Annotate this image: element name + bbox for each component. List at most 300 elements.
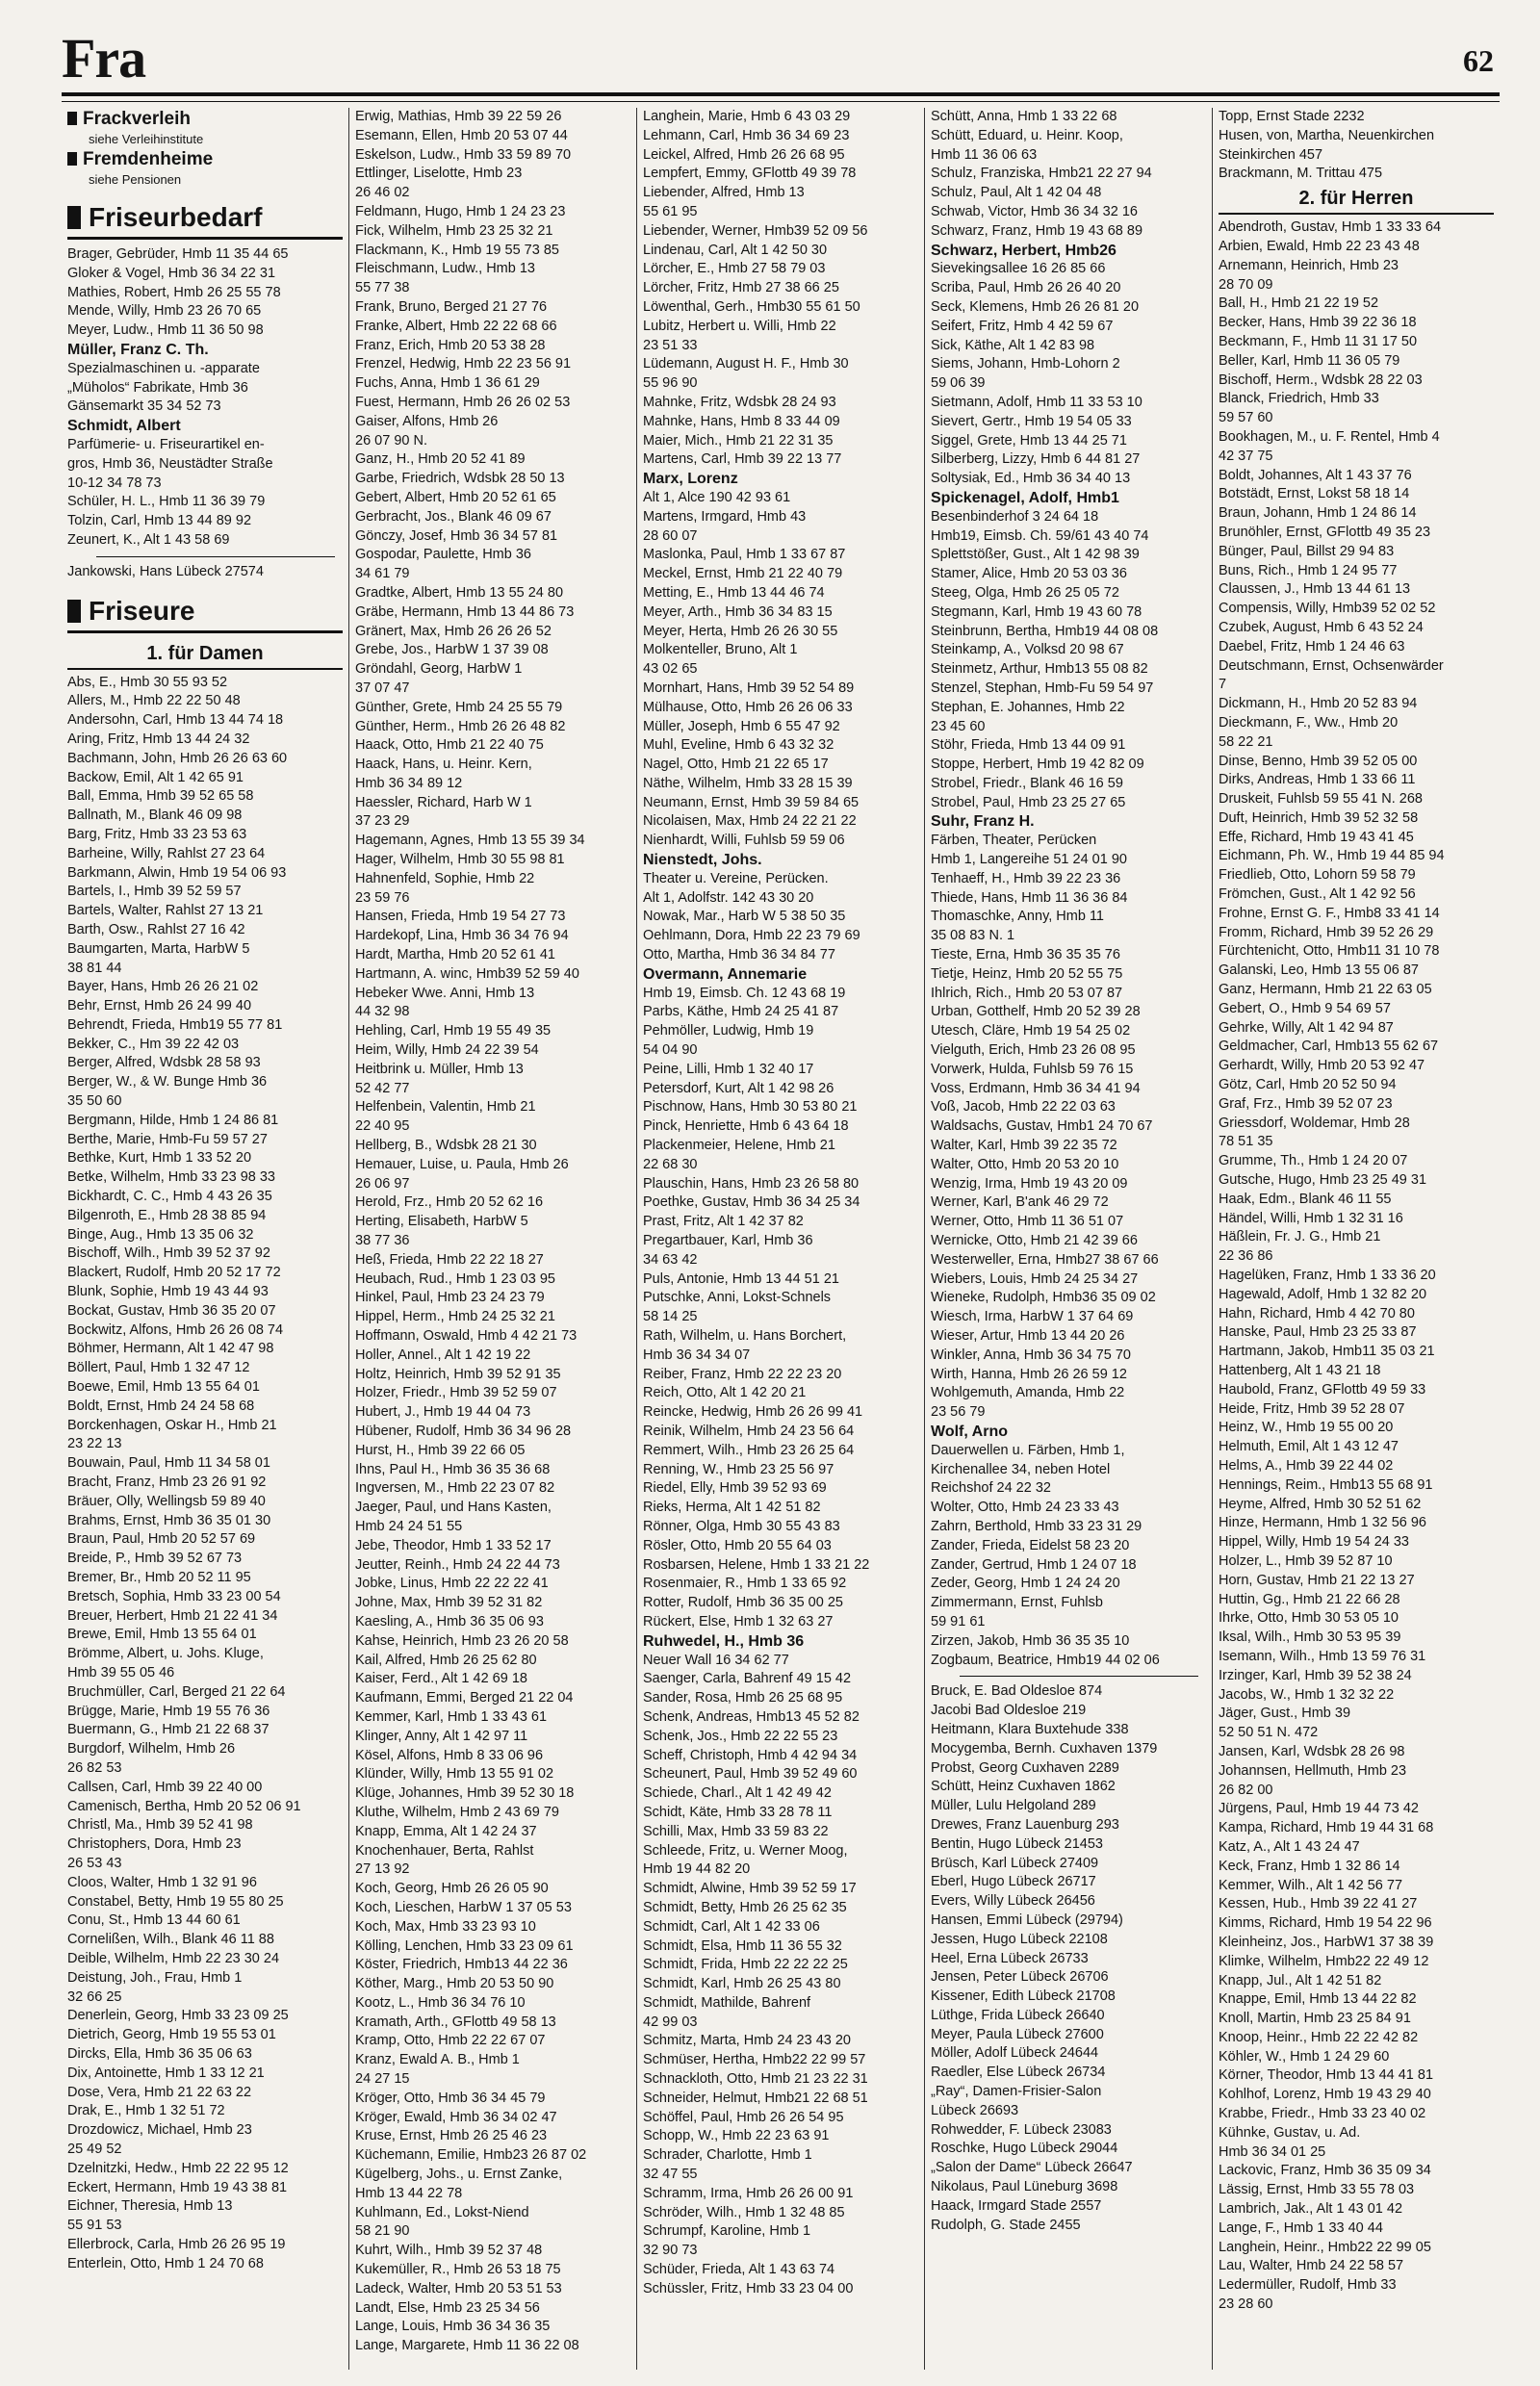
- directory-entry: Blunk, Sophie, Hmb 19 43 44 93: [67, 1284, 269, 1300]
- directory-entry: Frenzel, Hedwig, Hmb 22 23 56 91: [355, 356, 572, 372]
- directory-entry: Körner, Theodor, Hmb 13 44 41 81: [1219, 2067, 1434, 2084]
- directory-entry: Kukemüller, R., Hmb 26 53 18 75: [355, 2262, 561, 2278]
- directory-entry: Mathies, Robert, Hmb 26 25 55 78: [67, 284, 281, 300]
- directory-entry: Löwenthal, Gerh., Hmb30 55 61 50: [643, 298, 860, 315]
- directory-entry: Günther, Grete, Hmb 24 25 55 79: [355, 699, 563, 715]
- directory-entry: Hartmann, Jakob, Hmb11 35 03 21: [1219, 1344, 1435, 1360]
- directory-entry: Kröger, Ewald, Hmb 36 34 02 47: [355, 2109, 557, 2125]
- directory-entry: Hmb 19, Eimsb. Ch. 12 43 68 19: [643, 985, 846, 1001]
- directory-entry: Behr, Ernst, Hmb 26 24 99 40: [67, 998, 252, 1014]
- directory-entry: 34 61 79: [355, 566, 410, 582]
- directory-entry: Ingversen, M., Hmb 22 23 07 82: [355, 1480, 555, 1497]
- directory-entry: Hansen, Frieda, Hmb 19 54 27 73: [355, 909, 566, 925]
- directory-entry: 32 66 25: [67, 1988, 122, 2005]
- directory-entry: Jansen, Karl, Wdsbk 28 26 98: [1219, 1743, 1405, 1759]
- directory-entry: Zander, Gertrud, Hmb 1 24 07 18: [931, 1556, 1137, 1573]
- directory-entry: Nicolaisen, Max, Hmb 24 22 21 22: [643, 813, 857, 830]
- directory-entry: Lüdemann, August H. F., Hmb 30: [643, 356, 849, 372]
- directory-entry: Schmidt, Betty, Hmb 26 25 62 35: [643, 1899, 847, 1915]
- directory-entry: Böllert, Paul, Hmb 1 32 47 12: [67, 1360, 250, 1376]
- directory-entry: 26 53 43: [67, 1855, 122, 1871]
- directory-entry: Hmb19, Eimsb. Ch. 59/61 43 40 74: [931, 527, 1149, 544]
- directory-entry: Schilli, Max, Hmb 33 59 83 22: [643, 1823, 829, 1839]
- directory-entry: Jacobi Bad Oldesloe 219: [931, 1703, 1087, 1719]
- section-heading-text: Fremdenheime: [83, 149, 214, 169]
- directory-entry: Fuest, Hermann, Hmb 26 26 02 53: [355, 394, 571, 410]
- directory-entry: Dieckmann, F., Ww., Hmb 20: [1219, 714, 1399, 731]
- directory-entry: Knapp, Emma, Alt 1 42 24 37: [355, 1823, 537, 1839]
- directory-entry: 42 37 75: [1219, 448, 1273, 464]
- directory-entry: Peine, Lilli, Hmb 1 32 40 17: [643, 1061, 814, 1077]
- directory-entry: Steinkamp, A., Volksd 20 98 67: [931, 642, 1124, 658]
- directory-entry: Bischoff, Herm., Wdsbk 28 22 03: [1219, 372, 1423, 388]
- directory-entry: Sievert, Gertr., Hmb 19 54 05 33: [931, 413, 1132, 429]
- directory-entry: Allers, M., Hmb 22 22 50 48: [67, 693, 241, 709]
- directory-entry: Bergmann, Hilde, Hmb 1 24 86 81: [67, 1112, 279, 1128]
- directory-entry: Dickmann, H., Hmb 20 52 83 94: [1219, 696, 1418, 712]
- directory-entry: Hehling, Carl, Hmb 19 55 49 35: [355, 1023, 552, 1039]
- directory-entry: Müller, Joseph, Hmb 6 55 47 92: [643, 718, 840, 734]
- directory-entry: Schleede, Fritz, u. Werner Moog,: [643, 1842, 848, 1859]
- directory-entry: Brewe, Emil, Hmb 13 55 64 01: [67, 1627, 257, 1643]
- directory-entry: Kösel, Alfons, Hmb 8 33 06 96: [355, 1747, 544, 1763]
- directory-entry: Ganz, Hermann, Hmb 21 22 63 05: [1219, 982, 1432, 998]
- directory-entry: Friedlieb, Otto, Lohorn 59 58 79: [1219, 867, 1416, 884]
- directory-entry: Bekker, C., Hm 39 22 42 03: [67, 1036, 240, 1052]
- directory-entry: 25 49 52: [67, 2141, 122, 2157]
- directory-entry: Hippel, Willy, Hmb 19 54 24 33: [1219, 1534, 1409, 1551]
- directory-entry: Barg, Fritz, Hmb 33 23 53 63: [67, 826, 247, 842]
- directory-entry: 22 40 95: [355, 1118, 410, 1135]
- directory-entry: Behrendt, Frieda, Hmb19 55 77 81: [67, 1016, 283, 1033]
- directory-entry: Seck, Klemens, Hmb 26 26 81 20: [931, 298, 1140, 315]
- directory-entry: Deutschmann, Ernst, Ochsenwärder: [1219, 657, 1444, 674]
- directory-entry: Holler, Annel., Alt 1 42 19 22: [355, 1347, 531, 1363]
- directory-entry: Kohlhof, Lorenz, Hmb 19 43 29 40: [1219, 2087, 1431, 2103]
- directory-entry: 27 13 92: [355, 1861, 410, 1878]
- directory-entry: Vielguth, Erich, Hmb 23 26 08 95: [931, 1042, 1136, 1059]
- directory-entry: Riedel, Elly, Hmb 39 52 93 69: [643, 1480, 827, 1497]
- directory-entry: Werner, Karl, B'ank 46 29 72: [931, 1194, 1109, 1211]
- directory-entry: Wieser, Artur, Hmb 13 44 20 26: [931, 1328, 1125, 1344]
- section-heading: [67, 148, 343, 171]
- directory-entry: Bilgenroth, E., Hmb 28 38 85 94: [67, 1207, 267, 1223]
- directory-entry: 54 04 90: [643, 1042, 698, 1059]
- featured-entry-name: Overmann, Annemarie: [643, 965, 808, 983]
- directory-entry: 22 68 30: [643, 1156, 698, 1172]
- directory-entry: 59 57 60: [1219, 410, 1273, 426]
- directory-entry: Kuhlmann, Ed., Lokst-Niend: [355, 2204, 529, 2220]
- directory-entry: Gehrke, Willy, Alt 1 42 94 87: [1219, 1019, 1394, 1036]
- directory-entry: Kluthe, Wilhelm, Hmb 2 43 69 79: [355, 1804, 559, 1820]
- directory-entry: Breuer, Herbert, Hmb 21 22 41 34: [67, 1607, 278, 1624]
- directory-entry: Dirks, Andreas, Hmb 1 33 66 11: [1219, 772, 1416, 788]
- directory-entry: Schnackloth, Otto, Hmb 21 23 22 31: [643, 2071, 868, 2088]
- directory-entry: 52 42 77: [355, 1080, 410, 1096]
- directory-entry: 34 63 42: [643, 1251, 698, 1268]
- directory-entry: Küchemann, Emilie, Hmb23 26 87 02: [355, 2147, 587, 2164]
- directory-entry: Bartels, Walter, Rahlst 27 13 21: [67, 903, 264, 919]
- directory-entry: Maslonka, Paul, Hmb 1 33 67 87: [643, 547, 846, 563]
- directory-entry: Tolzin, Carl, Hmb 13 44 89 92: [67, 513, 252, 529]
- directory-entry: Ettlinger, Liselotte, Hmb 23: [355, 166, 523, 182]
- directory-entry: Dauerwellen u. Färben, Hmb 1,: [931, 1442, 1125, 1458]
- separator-rule: [96, 556, 335, 557]
- directory-entry: Klimke, Wilhelm, Hmb22 22 49 12: [1219, 1953, 1429, 1969]
- directory-entry: Bracht, Franz, Hmb 23 26 91 92: [67, 1475, 267, 1491]
- directory-entry: Koch, Georg, Hmb 26 26 05 90: [355, 1881, 549, 1897]
- featured-entry-name: Spickenagel, Adolf, Hmb1: [931, 489, 1119, 506]
- directory-entry: Haack, Otto, Hmb 21 22 40 75: [355, 737, 544, 754]
- directory-entry: Bremer, Br., Hmb 20 52 11 95: [67, 1570, 251, 1585]
- directory-entry: Meckel, Ernst, Hmb 21 22 40 79: [643, 566, 843, 582]
- directory-entry: Günther, Herm., Hmb 26 26 48 82: [355, 718, 566, 734]
- directory-entry: Bentin, Hugo Lübeck 21453: [931, 1835, 1103, 1852]
- directory-entry: Baumgarten, Marta, HarbW 5: [67, 940, 250, 957]
- directory-entry: Berthe, Marie, Hmb-Fu 59 57 27: [67, 1131, 268, 1147]
- directory-entry: Hager, Wilhelm, Hmb 30 55 98 81: [355, 852, 565, 868]
- directory-entry: „Salon der Dame“ Lübeck 26647: [931, 2160, 1133, 2176]
- directory-entry: Köhler, W., Hmb 1 24 29 60: [1219, 2048, 1390, 2065]
- directory-entry: Constabel, Betty, Hmb 19 55 80 25: [67, 1893, 284, 1910]
- featured-entry-name: Ruhwedel, H., Hmb 36: [643, 1632, 805, 1650]
- category-heading-text: Friseure: [89, 595, 195, 626]
- directory-entry: Breide, P., Hmb 39 52 67 73: [67, 1551, 243, 1567]
- directory-entry: 58 21 90: [355, 2223, 410, 2240]
- directory-entry: 37 23 29: [355, 813, 410, 830]
- directory-entry: Heim, Willy, Hmb 24 22 39 54: [355, 1042, 539, 1059]
- directory-entry: Langhein, Heinr., Hmb22 22 99 05: [1219, 2239, 1431, 2255]
- header-keyword: Fra: [62, 27, 146, 90]
- directory-entry: Winkler, Anna, Hmb 36 34 75 70: [931, 1347, 1131, 1363]
- directory-entry: Isemann, Wilh., Hmb 13 59 76 31: [1219, 1648, 1426, 1664]
- directory-entry: Gerhardt, Willy, Hmb 20 53 92 47: [1219, 1058, 1425, 1074]
- directory-entry: Jankowski, Hans Lübeck 27574: [67, 563, 264, 579]
- directory-entry: Bouwain, Paul, Hmb 11 34 58 01: [67, 1455, 270, 1472]
- directory-entry: Bickhardt, C. C., Hmb 4 43 26 35: [67, 1189, 272, 1205]
- directory-entry: Herting, Elisabeth, HarbW 5: [355, 1214, 528, 1230]
- directory-entry: Betke, Wilhelm, Hmb 33 23 98 33: [67, 1169, 275, 1186]
- directory-entry: Schütt, Eduard, u. Heinr. Koop,: [931, 127, 1123, 143]
- directory-entry: Steeg, Olga, Hmb 26 25 05 72: [931, 584, 1119, 601]
- directory-entry: Gebert, Albert, Hmb 20 52 61 65: [355, 489, 556, 505]
- directory-entry: Nienhardt, Willi, Fuhlsb 59 59 06: [643, 833, 845, 849]
- directory-entry: Strobel, Friedr., Blank 46 16 59: [931, 775, 1123, 791]
- directory-entry: 23 59 76: [355, 889, 410, 906]
- square-bullet-icon: [67, 600, 81, 623]
- directory-entry: Steinkirchen 457: [1219, 146, 1323, 163]
- directory-entry: Rotter, Rudolf, Hmb 36 35 00 25: [643, 1595, 843, 1611]
- directory-entry: Jobke, Linus, Hmb 22 22 22 41: [355, 1576, 549, 1592]
- directory-entry: Hardt, Martha, Hmb 20 52 61 41: [355, 947, 555, 963]
- directory-entry: Irzinger, Karl, Hmb 39 52 38 24: [1219, 1667, 1412, 1683]
- directory-entry: Schiede, Charl., Alt 1 42 49 42: [643, 1785, 832, 1802]
- directory-entry: Rosenmaier, R., Hmb 1 33 65 92: [643, 1576, 847, 1592]
- directory-entry: Seifert, Fritz, Hmb 4 42 59 67: [931, 318, 1114, 334]
- column-4: [925, 108, 1213, 2370]
- directory-entry: Nowak, Mar., Harb W 5 38 50 35: [643, 909, 846, 925]
- directory-entry: Schmüser, Hertha, Hmb22 22 99 57: [643, 2052, 866, 2068]
- directory-entry: Barheine, Willy, Rahlst 27 23 64: [67, 845, 266, 861]
- directory-entry: Kügelberg, Johs., u. Ernst Zanke,: [355, 2167, 563, 2183]
- directory-entry: Eichner, Theresia, Hmb 13: [67, 2198, 233, 2215]
- directory-entry: Eichmann, Ph. W., Hmb 19 44 85 94: [1219, 848, 1445, 864]
- directory-entry: Metting, E., Hmb 13 44 46 74: [643, 584, 825, 601]
- directory-entry: Kootz, L., Hmb 36 34 76 10: [355, 1994, 526, 2011]
- directory-entry: Zogbaum, Beatrice, Hmb19 44 02 06: [931, 1652, 1160, 1668]
- directory-entry: Lörcher, E., Hmb 27 58 79 03: [643, 261, 826, 277]
- directory-entry: 32 47 55: [643, 2167, 698, 2183]
- directory-entry: Braun, Johann, Hmb 1 24 86 14: [1219, 505, 1417, 522]
- directory-entry: Boewe, Emil, Hmb 13 55 64 01: [67, 1379, 260, 1396]
- directory-entry: Walter, Otto, Hmb 20 53 20 10: [931, 1156, 1119, 1172]
- directory-entry: Ball, H., Hmb 21 22 19 52: [1219, 295, 1379, 312]
- directory-entry: Möller, Adolf Lübeck 24644: [931, 2045, 1099, 2062]
- directory-entry: Huttin, Gg., Hmb 21 22 66 28: [1219, 1591, 1400, 1607]
- directory-entry: Kuhrt, Wilh., Hmb 39 52 37 48: [355, 2243, 543, 2259]
- directory-entry: Fuchs, Anna, Hmb 1 36 61 29: [355, 375, 540, 392]
- directory-entry: Stegmann, Karl, Hmb 19 43 60 78: [931, 603, 1142, 620]
- directory-entry: Camenisch, Bertha, Hmb 20 52 06 91: [67, 1798, 301, 1814]
- directory-entry: Alt 1, Alce 190 42 93 61: [643, 489, 791, 505]
- directory-entry: 22 36 86: [1219, 1248, 1273, 1265]
- directory-entry: Hmb 24 24 51 55: [355, 1518, 463, 1534]
- directory-entry: Horn, Gustav, Hmb 21 22 13 27: [1219, 1572, 1415, 1588]
- directory-entry: „Ray“, Damen-Frisier-Salon: [931, 2084, 1102, 2100]
- directory-entry: Hahnenfeld, Sophie, Hmb 22: [355, 870, 535, 886]
- directory-entry: Sievekingsallee 16 26 85 66: [931, 261, 1106, 277]
- directory-entry: Hmb 1, Langereihe 51 24 01 90: [931, 852, 1127, 868]
- directory-entry: Händel, Willi, Hmb 1 32 31 16: [1219, 1210, 1403, 1226]
- directory-entry: Hinkel, Paul, Hmb 23 24 23 79: [355, 1290, 545, 1306]
- directory-entry: Meyer, Paula Lübeck 27600: [931, 2026, 1104, 2042]
- directory-entry: Schmidt, Frida, Hmb 22 22 22 25: [643, 1957, 848, 1973]
- directory-entry: Schmidt, Karl, Hmb 26 25 43 80: [643, 1976, 841, 1992]
- directory-entry: Schulz, Paul, Alt 1 42 04 48: [931, 185, 1102, 201]
- directory-entry: Schmidt, Carl, Alt 1 42 33 06: [643, 1918, 820, 1935]
- directory-entry: Saenger, Carla, Bahrenf 49 15 42: [643, 1671, 852, 1687]
- directory-entry: Schneider, Helmut, Hmb21 22 68 51: [643, 2090, 868, 2106]
- directory-entry: Wirth, Hanna, Hmb 26 26 59 12: [931, 1366, 1127, 1382]
- directory-entry: Garbe, Friedrich, Wdsbk 28 50 13: [355, 471, 565, 487]
- directory-entry: Backow, Emil, Alt 1 42 65 91: [67, 769, 244, 785]
- directory-entry: Pregartbauer, Karl, Hmb 36: [643, 1233, 813, 1249]
- directory-entry: Stöhr, Frieda, Hmb 13 44 09 91: [931, 737, 1126, 754]
- directory-entry: 23 45 60: [931, 718, 986, 734]
- directory-entry: Kühnke, Gustav, u. Ad.: [1219, 2124, 1361, 2141]
- directory-entry: Hmb 36 34 01 25: [1219, 2143, 1326, 2160]
- directory-entry: 32 90 73: [643, 2243, 698, 2259]
- directory-entry: Dietrich, Georg, Hmb 19 55 53 01: [67, 2027, 276, 2043]
- directory-entry: Cloos, Walter, Hmb 1 32 91 96: [67, 1874, 257, 1890]
- cross-reference: siehe Pensionen: [89, 172, 182, 187]
- directory-entry: 58 14 25: [643, 1309, 698, 1325]
- directory-entry: Haubold, Franz, GFlottb 49 59 33: [1219, 1381, 1426, 1398]
- directory-entry: Tieste, Erna, Hmb 36 35 35 76: [931, 947, 1120, 963]
- directory-entry: Helmuth, Emil, Alt 1 43 12 47: [1219, 1439, 1399, 1455]
- directory-entry: Brüsch, Karl Lübeck 27409: [931, 1855, 1099, 1871]
- directory-entry: Krabbe, Friedr., Hmb 33 23 40 02: [1219, 2106, 1426, 2122]
- directory-entry: Jürgens, Paul, Hmb 19 44 73 42: [1219, 1801, 1419, 1817]
- category-heading: [67, 592, 343, 633]
- column-2: [349, 108, 637, 2370]
- directory-entry: Werner, Otto, Hmb 11 36 51 07: [931, 1214, 1124, 1230]
- directory-entry: Rohwedder, F. Lübeck 23083: [931, 2121, 1112, 2138]
- directory-entry: Bruck, E. Bad Oldesloe 874: [931, 1683, 1103, 1700]
- directory-entry: Zahrn, Berthold, Hmb 33 23 31 29: [931, 1518, 1142, 1534]
- directory-entry: Ellerbrock, Carla, Hmb 26 26 95 19: [67, 2236, 286, 2252]
- category-heading-text: Friseurbedarf: [89, 202, 263, 232]
- directory-entry: Stenzel, Stephan, Hmb-Fu 59 54 97: [931, 680, 1154, 696]
- directory-entry: Kimms, Richard, Hmb 19 54 22 96: [1219, 1915, 1432, 1932]
- directory-entry: Christl, Ma., Hmb 39 52 41 98: [67, 1817, 253, 1834]
- header-rule: [62, 101, 1500, 102]
- directory-entry: Kröger, Otto, Hmb 36 34 45 79: [355, 2090, 546, 2106]
- directory-entry: Siggel, Grete, Hmb 13 44 25 71: [931, 432, 1127, 449]
- directory-entry: Vorwerk, Hulda, Fuhlsb 59 76 15: [931, 1061, 1134, 1077]
- directory-entry: Herold, Frz., Hmb 20 52 62 16: [355, 1194, 544, 1211]
- featured-entry-name: Nienstedt, Johs.: [643, 852, 762, 869]
- directory-entry: Lässig, Ernst, Hmb 33 55 78 03: [1219, 2182, 1415, 2198]
- directory-entry: Hardekopf, Lina, Hmb 36 34 76 94: [355, 928, 569, 944]
- directory-entry: Bischoff, Wilh., Hmb 39 52 37 92: [67, 1245, 270, 1262]
- directory-entry: Abs, E., Hmb 30 55 93 52: [67, 674, 228, 690]
- subcategory-heading: 1. für Damen: [67, 639, 343, 670]
- directory-entry: Sick, Käthe, Alt 1 42 83 98: [931, 337, 1095, 353]
- directory-entry: Gaiser, Alfons, Hmb 26: [355, 413, 499, 429]
- directory-entry: Neumann, Ernst, Hmb 39 59 84 65: [643, 794, 860, 810]
- directory-entry: Prast, Fritz, Alt 1 42 37 82: [643, 1214, 804, 1230]
- directory-entry: Heubach, Rud., Hmb 1 23 03 95: [355, 1270, 555, 1287]
- directory-entry: Bartels, I., Hmb 39 52 59 57: [67, 884, 242, 900]
- directory-entry: Aring, Fritz, Hmb 13 44 24 32: [67, 731, 250, 747]
- directory-entry: Schöffel, Paul, Hmb 26 26 54 95: [643, 2109, 844, 2125]
- directory-entry: Franz, Erich, Hmb 20 53 38 28: [355, 337, 546, 353]
- directory-entry: Schidt, Käte, Hmb 33 28 78 11: [643, 1804, 833, 1820]
- directory-entry: Bayer, Hans, Hmb 26 26 21 02: [67, 979, 259, 995]
- directory-entry: Klinger, Anny, Alt 1 42 97 11: [355, 1728, 528, 1744]
- directory-entry: Martens, Irmgard, Hmb 43: [643, 508, 807, 525]
- directory-entry: Nagel, Otto, Hmb 21 22 65 17: [643, 757, 829, 773]
- directory-entry: Heitbrink u. Müller, Hmb 13: [355, 1061, 524, 1077]
- directory-entry: 55 61 95: [643, 203, 698, 219]
- directory-entry: Haack, Irmgard Stade 2557: [931, 2197, 1102, 2214]
- directory-entry: Burgdorf, Wilhelm, Hmb 26: [67, 1741, 236, 1757]
- directory-entry: Schmidt, Elsa, Hmb 11 36 55 32: [643, 1937, 842, 1954]
- directory-entry: Knoop, Heinr., Hmb 22 22 42 82: [1219, 2029, 1419, 2045]
- directory-entry: Reich, Otto, Alt 1 42 20 21: [643, 1385, 807, 1401]
- directory-entry: Kleinheinz, Jos., HarbW1 37 38 39: [1219, 1934, 1434, 1950]
- directory-entry: 37 07 47: [355, 680, 410, 696]
- directory-entry: Kramp, Otto, Hmb 22 22 67 07: [355, 2033, 546, 2049]
- directory-entry: Holzer, L., Hmb 39 52 87 10: [1219, 1552, 1393, 1569]
- directory-entry: Kampa, Richard, Hmb 19 44 31 68: [1219, 1820, 1434, 1836]
- directory-entry: Knappe, Emil, Hmb 13 44 22 82: [1219, 1991, 1417, 2008]
- square-bullet-icon: [67, 152, 77, 166]
- directory-entry: Renning, W., Hmb 23 25 56 97: [643, 1461, 834, 1477]
- directory-entry: Lambrich, Jak., Alt 1 43 01 42: [1219, 2201, 1403, 2218]
- directory-entry: Reincke, Hedwig, Hmb 26 26 99 41: [643, 1404, 863, 1421]
- directory-entry: Daebel, Fritz, Hmb 1 24 46 63: [1219, 638, 1405, 654]
- directory-entry: Franke, Albert, Hmb 22 22 68 66: [355, 318, 557, 334]
- directory-entry: 59 06 39: [931, 375, 986, 392]
- directory-entry: Hennings, Reim., Hmb13 55 68 91: [1219, 1476, 1433, 1493]
- directory-entry: Mocygemba, Bernh. Cuxhaven 1379: [931, 1740, 1158, 1757]
- directory-entry: Hebeker Wwe. Anni, Hmb 13: [355, 985, 535, 1001]
- directory-entry: Topp, Ernst Stade 2232: [1219, 109, 1365, 124]
- directory-entry: Graf, Frz., Hmb 39 52 07 23: [1219, 1095, 1393, 1112]
- directory-entry: Frank, Bruno, Berged 21 27 76: [355, 298, 548, 315]
- featured-entry-name: Müller, Franz C. Th.: [67, 341, 209, 358]
- directory-entry: Meyer, Ludw., Hmb 11 36 50 98: [67, 322, 264, 339]
- directory-entry: Köther, Marg., Hmb 20 53 50 90: [355, 1976, 554, 1992]
- directory-entry: Lackovic, Franz, Hmb 36 35 09 34: [1219, 2163, 1431, 2179]
- directory-entry: Kaufmann, Emmi, Berged 21 22 04: [355, 1690, 574, 1706]
- directory-entry: Lau, Walter, Hmb 24 22 58 57: [1219, 2258, 1404, 2274]
- directory-entry: Arbien, Ewald, Hmb 22 23 43 48: [1219, 238, 1420, 254]
- directory-entry: Griessdorf, Woldemar, Hmb 28: [1219, 1115, 1410, 1131]
- directory-entry: Martens, Carl, Hmb 39 22 13 77: [643, 451, 842, 468]
- directory-entry: Wieneke, Rudolph, Hmb36 35 09 02: [931, 1290, 1156, 1306]
- directory-entry: Dose, Vera, Hmb 21 22 63 22: [67, 2084, 252, 2100]
- directory-entry: Stephan, E. Johannes, Hmb 22: [931, 699, 1125, 715]
- directory-entry: 7: [1219, 677, 1227, 693]
- directory-entry: Steinmetz, Arthur, Hmb13 55 08 82: [931, 661, 1148, 678]
- page-number: 62: [1463, 43, 1494, 78]
- directory-entry: Scheff, Christoph, Hmb 4 42 94 34: [643, 1747, 858, 1763]
- directory-entry: Jäger, Gust., Hmb 39: [1219, 1706, 1351, 1722]
- directory-entry: Schröder, Wilh., Hmb 1 32 48 85: [643, 2204, 845, 2220]
- directory-entry: 10-12 34 78 73: [67, 475, 162, 491]
- directory-entry: Jaeger, Paul, und Hans Kasten,: [355, 1500, 552, 1516]
- directory-entry: Kahse, Heinrich, Hmb 23 26 20 58: [355, 1632, 569, 1649]
- directory-entry: Muhl, Eveline, Hmb 6 43 32 32: [643, 737, 834, 754]
- directory-entry: Gradtke, Albert, Hmb 13 55 24 80: [355, 584, 564, 601]
- directory-entry: Häßlein, Fr. J. G., Hmb 21: [1219, 1229, 1381, 1245]
- directory-entry: 26 46 02: [355, 185, 410, 201]
- directory-entry: Gräbe, Hermann, Hmb 13 44 86 73: [355, 603, 575, 620]
- directory-entry: Mahnke, Fritz, Wdsbk 28 24 93: [643, 394, 836, 410]
- directory-entry: Scriba, Paul, Hmb 26 26 40 20: [931, 280, 1121, 296]
- directory-entry: 44 32 98: [355, 1004, 410, 1020]
- directory-entry: Hartmann, A. winc, Hmb39 52 59 40: [355, 965, 579, 982]
- column-1: [62, 108, 349, 2370]
- directory-entry: Schenk, Andreas, Hmb13 45 52 82: [643, 1708, 860, 1725]
- directory-entry: Liebender, Werner, Hmb39 52 09 56: [643, 222, 868, 239]
- directory-entry: Mülhause, Otto, Hmb 26 26 06 33: [643, 699, 853, 715]
- directory-entry: 28 60 07: [643, 527, 698, 544]
- directory-entry: Rieks, Herma, Alt 1 42 51 82: [643, 1500, 821, 1516]
- directory-entry: Gönczy, Josef, Hmb 36 34 57 81: [355, 527, 558, 544]
- directory-entry: Schütt, Heinz Cuxhaven 1862: [931, 1779, 1116, 1795]
- directory-entry: Landt, Else, Hmb 23 25 34 56: [355, 2299, 540, 2316]
- square-bullet-icon: [67, 206, 81, 229]
- directory-entry: 35 08 83 N. 1: [931, 928, 1015, 944]
- directory-entry: Druskeit, Fuhlsb 59 55 41 N. 268: [1219, 791, 1423, 808]
- directory-entry: Ladeck, Walter, Hmb 20 53 51 53: [355, 2280, 562, 2296]
- directory-entry: Wernicke, Otto, Hmb 21 42 39 66: [931, 1233, 1138, 1249]
- directory-entry: Kranz, Ewald A. B., Hmb 1: [355, 2052, 520, 2068]
- directory-entry: Lange, Margarete, Hmb 11 36 22 08: [355, 2338, 579, 2354]
- directory-entry: Hinze, Hermann, Hmb 1 32 56 96: [1219, 1515, 1426, 1531]
- directory-entry: Dircks, Ella, Hmb 36 35 06 63: [67, 2045, 252, 2062]
- directory-entry: Tietje, Heinz, Hmb 20 52 55 75: [931, 965, 1123, 982]
- directory-entry: 38 81 44: [67, 960, 122, 976]
- directory-entry: Spezialmaschinen u. -apparate: [67, 360, 260, 376]
- directory-entry: Haak, Edm., Blank 46 11 55: [1219, 1191, 1392, 1207]
- directory-entry: Braun, Paul, Hmb 20 52 57 69: [67, 1531, 256, 1548]
- directory-entry: Otto, Martha, Hmb 36 34 84 77: [643, 947, 835, 963]
